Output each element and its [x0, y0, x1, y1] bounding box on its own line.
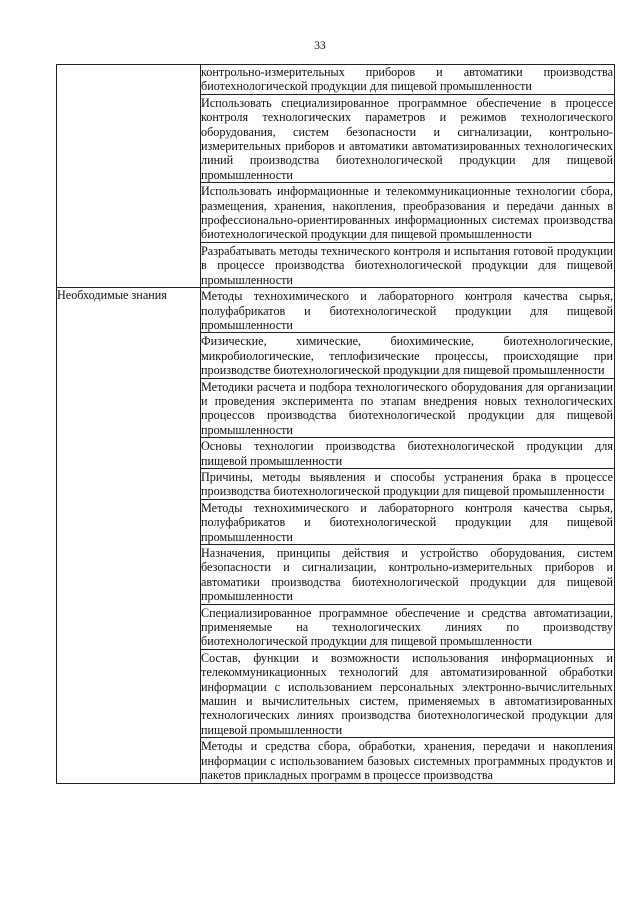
- knowledge-cell: [201, 288, 615, 783]
- requirements-table: [56, 64, 615, 784]
- list-item: Методики расчета и подбора технологического оборудования для организации и проведения эксперимента по этапам внедрения новых технологических процессов производства биотехнологической продукции для пищевой промышленности: [201, 379, 613, 437]
- list-item: контрольно-измерительных приборов и автоматики производства биотехнологической продукции для пищевой промышленности: [201, 65, 613, 94]
- table-row: [57, 288, 615, 783]
- list-item: Методы и средства сбора, обработки, хранения, передачи и накопления информации с использованием базовых системных программных продуктов и пакетов прикладных программ в процессе производства: [201, 739, 613, 783]
- list-item: Причины, методы выявления и способы устранения брака в процессе производства биотехнологической продукции для пищевой промышленности: [201, 469, 613, 499]
- list-item: Использовать специализированное программное обеспечение в процессе контроля технологических параметров и режимов технологического оборудования, систем безопасности и сигнализации, контрольно-измерительных приборов и автоматики автоматизированных технологических линий производства биотехнологической продукции для пищевой промышленности: [201, 95, 613, 182]
- row-label-empty: [57, 65, 201, 288]
- required-knowledge-label: Необходимые знания: [57, 288, 201, 783]
- list-item: Использовать информационные и телекоммуникационные технологии сбора, размещения, хранения, накопления, преобразования и передачи данных в профессионально-ориентированных информационных системах производства биотехнологической продукции для пищевой промышленности: [201, 184, 613, 242]
- list-item: Методы технохимического и лабораторного контроля качества сырья, полуфабрикатов и биотехнологической продукции для пищевой промышленности: [201, 500, 613, 544]
- page-number: 33: [314, 40, 326, 52]
- list-item: Методы технохимического и лабораторного контроля качества сырья, полуфабрикатов и биотехнологической продукции для пищевой промышленности: [201, 289, 613, 332]
- table-row: [57, 65, 615, 288]
- list-item: Разрабатывать методы технического контроля и испытания готовой продукции в процессе производства биотехнологической продукции для пищевой промышленности: [201, 243, 613, 287]
- list-item: Специализированное программное обеспечение и средства автоматизации, применяемые на технологических линиях по производству биотехнологической продукции для пищевой промышленности: [201, 605, 613, 649]
- skills-cell: [201, 65, 615, 288]
- list-item: Назначения, принципы действия и устройство оборудования, систем безопасности и сигнализации, контрольно-измерительных приборов и автоматики производства биотехнологической продукции для пищевой промышленности: [201, 546, 613, 604]
- list-item: Состав, функции и возможности использования информационных и телекоммуникационных технологий для автоматизированной обработки информации с использованием персональных электронно-вычислительных машин и вычислительных систем, применяемых в автоматизированных технологических линиях производства биотехнологической продукции для пищевой промышленности: [201, 650, 613, 737]
- list-item: Физические, химические, биохимические, биотехнологические, микробиологические, теплофизические процессы, происходящие при производстве биотехнологической продукции для пищевой промышленности: [201, 334, 613, 378]
- list-item: Основы технологии производства биотехнологической продукции для пищевой промышленности: [201, 439, 613, 468]
